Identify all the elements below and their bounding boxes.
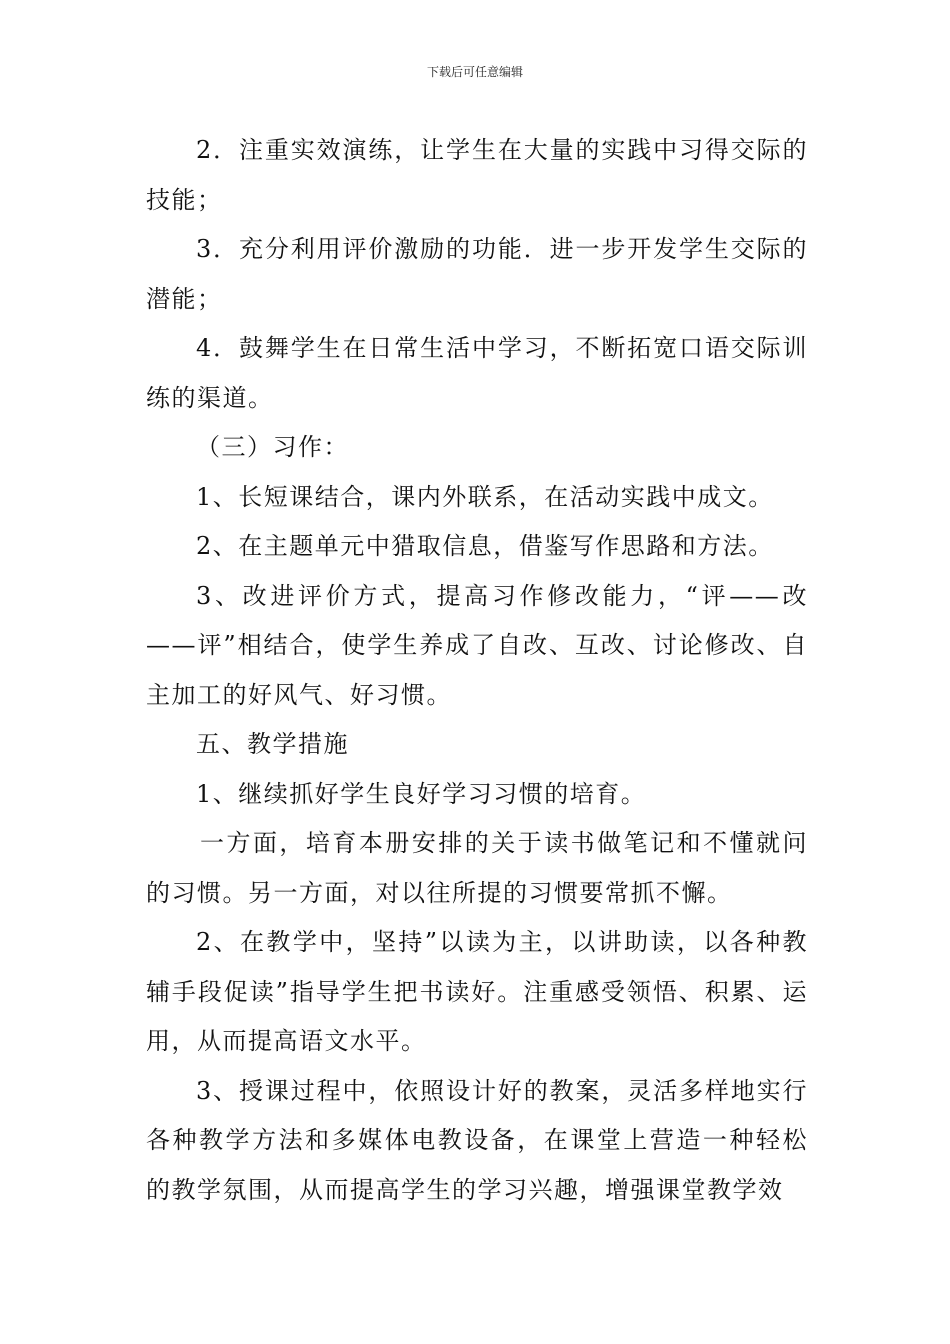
section-heading-measures: 五、教学措施: [196, 730, 349, 758]
paragraph-speaking-3: 3．充分利用评价激励的功能．进一步开发学生交际的潜能；: [146, 235, 808, 313]
paragraph-measures-1: 1、继续抓好学生良好学习习惯的培育。: [196, 779, 647, 808]
document-body: [146, 126, 808, 1215]
page-header: 下载后可任意编辑: [426, 65, 523, 79]
section-heading-writing: （三）习作：: [196, 433, 349, 461]
paragraph-speaking-4: 4．鼓舞学生在日常生活中学习，不断拓宽口语交际训练的渠道。: [146, 334, 808, 412]
paragraph-measures-1-detail: 一方面，培育本册安排的关于读书做笔记和不懂就问的习惯。另一方面，对以往所提的习惯要常抓不懈。: [146, 829, 808, 907]
paragraph-writing-3: 3、改进评价方式，提高习作修改能力，“评——改——评”相结合，使学生养成了自改、互改、讨论修改、自主加工的好风气、好习惯。: [146, 581, 808, 709]
paragraph-measures-2: 2、在教学中，坚持”以读为主，以讲助读，以各种教辅手段促读”指导学生把书读好。注重感受领悟、积累、运用，从而提高语文水平。: [146, 928, 808, 1055]
paragraph-speaking-2: 2．注重实效演练，让学生在大量的实践中习得交际的技能；: [146, 136, 808, 214]
paragraph-writing-1: 1、长短课结合，课内外联系，在活动实践中成文。: [196, 482, 774, 511]
paragraph-measures-3: 3、授课过程中，依照设计好的教案，灵活多样地实行各种教学方法和多媒体电教设备，在课堂上营造一种轻松的教学氛围，从而提高学生的学习兴趣，增强课堂教学效: [146, 1076, 808, 1204]
paragraph-writing-2: 2、在主题单元中猎取信息，借鉴写作思路和方法。: [196, 532, 774, 560]
